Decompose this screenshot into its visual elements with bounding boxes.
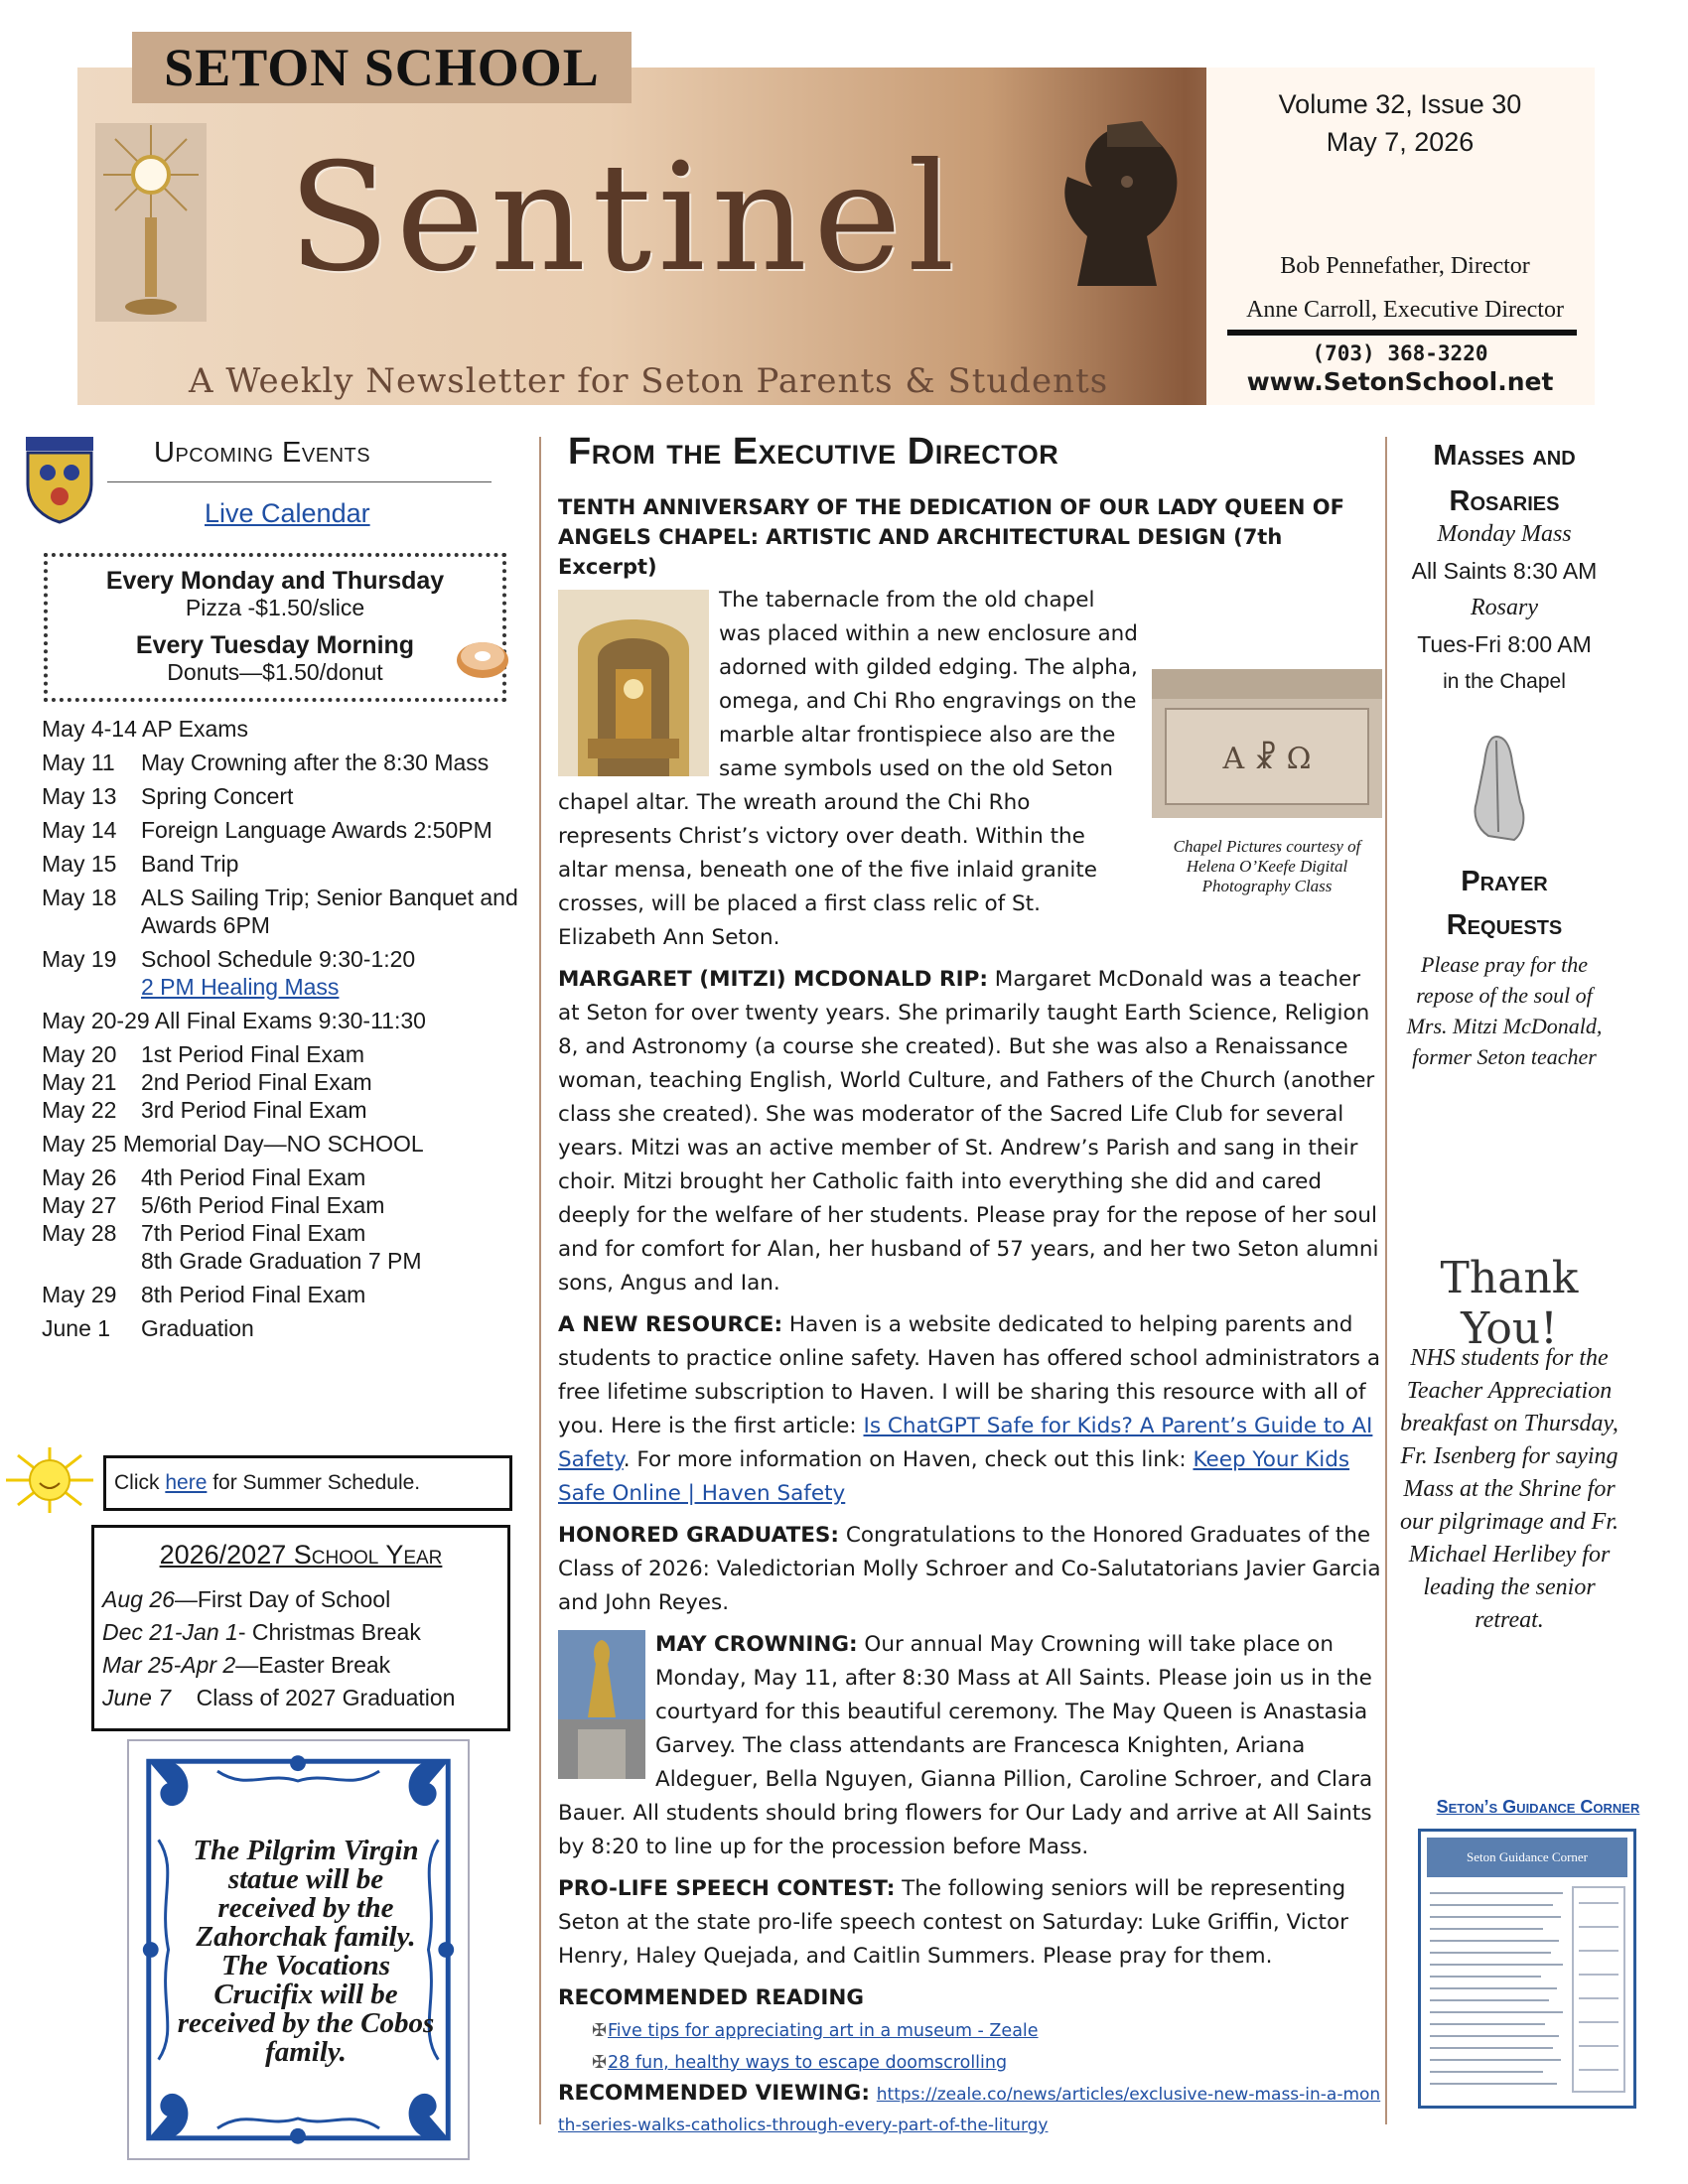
event-item [42,1068,528,1096]
praying-hands-icon [1455,733,1539,842]
tabernacle-photo [558,590,709,776]
prayer-heading-line: Requests [1446,909,1563,941]
reading-item [592,2015,1382,2047]
guidance-corner-thumbnail[interactable] [1418,1829,1636,2109]
event-date: May 22 [42,1097,117,1123]
event-item [42,884,528,939]
cross-bullet-icon: ✠ [592,2052,608,2073]
guidance-thumbnail-lines [1424,1883,1630,2102]
event-item [42,1040,528,1068]
prayer-requests-heading [1400,860,1609,947]
event-text: 1st Period Final Exam [141,1041,364,1067]
event-date: May 20-29 All Final Exams 9:30-11:30 [42,1008,426,1033]
resource-text: Haven is a website dedicated to helping parents and students to practice online safety. Haven has offered school administrators a free lifetime subscription to Haven. I will be sharing this resource with all of you. Here is the first article: [558,1312,1381,1438]
resource-heading: A NEW RESOURCE: [558,1312,783,1337]
altar-frontispiece-photo [1152,669,1382,818]
reading-link-art[interactable]: Five tips for appreciating art in a museum - Zeale [608,2021,1039,2041]
school-year-title: 2026/2027 School Year [159,1540,443,1570]
sun-icon [0,1445,99,1515]
event-item [42,749,528,776]
thank-you-text: NHS students for the Teacher Appreciation breakfast on Thursday, Fr. Isenberg for saying Mass at the Shrine for our pilgrimage and Fr. Michael Herlibey for leading the senior retreat. [1399,1345,1618,1633]
reading-link-doomscrolling[interactable]: 28 fun, healthy ways to escape doomscrolling [608,2053,1008,2073]
column-divider [1385,437,1387,2124]
event-date: May 19 [42,946,117,972]
mcdonald-heading: MARGARET (MITZI) MCDONALD RIP: [558,967,988,992]
live-calendar-link[interactable]: Live Calendar [205,498,370,528]
event-item [42,715,528,743]
masses-heading-line: Masses and [1433,440,1576,472]
cross-bullet-icon: ✠ [592,2020,608,2041]
all-saints-time: All Saints 8:30 AM [1411,558,1598,584]
event-item [42,1007,528,1034]
event-date: May 27 [42,1192,117,1218]
event-text: 8th Period Final Exam [141,1282,366,1307]
event-date: May 26 [42,1164,117,1190]
resource-paragraph [558,1308,1382,1511]
event-item [42,1163,528,1191]
event-item [42,782,528,810]
summer-text-before: Click [114,1471,166,1494]
recurring-monday-thursday: Every Monday and Thursday [105,567,445,595]
event-item [42,850,528,878]
knight-silhouette-image [1048,117,1196,296]
event-text: Spring Concert [141,783,294,809]
mcdonald-text: Margaret McDonald was a teacher at Seton for over twenty years. She primarily taught Earth Science, Religion 8, and Astronomy (a course she created). But she was also a Renaissance woman, teaching English, World Culture, and Fathers of the Church (another class she created). She was moderator of the Sacred Life Club for several years. Mitzi was an active member of St. Andrew’s Parish and sang in their choir. Mitzi brought her Catholic faith into everything she did and cared deeply for the welfare of her students. Please pray for the repose of her soul and for comfort for Alan, her husband of 57 years, and her two Seton alumni sons, Angus and Ian. [558,967,1379,1296]
event-date: May 11 [42,750,115,775]
graduates-paragraph [558,1519,1382,1620]
pizza-price: Pizza -$1.50/slice [185,595,365,620]
event-item [42,816,528,844]
reading-heading: RECOMMENDED READING [558,1985,865,2010]
school-year-line: June 7 Class of 2027 Graduation [102,1685,456,1710]
prolife-paragraph [558,1872,1382,1974]
prolife-heading: PRO-LIFE SPEECH CONTEST: [558,1876,896,1901]
website-link[interactable]: www.SetonSchool.net [1246,367,1554,396]
reading-list [592,2015,1382,2079]
prayer-request-text: Please pray for the repose of the soul of Mrs. Mitzi McDonald, former Seton teacher [1406,952,1603,1069]
event-text: 4th Period Final Exam [141,1164,366,1190]
donut-icon [455,636,510,680]
statue-photo [558,1630,645,1779]
events-list [42,715,528,1342]
guidance-corner-link[interactable]: Seton’s Guidance Corner [1436,1797,1640,1817]
school-year-box [91,1525,510,1731]
column-divider [539,437,541,2124]
prolife-text: The following seniors will be representing Seton at the state pro-life speech contest on Saturday: Luke Griffin, Victor Henry, Haley Quejada, and Caitlin Summers. Please pray for them. [558,1876,1348,1969]
event-date: May 14 [42,817,117,843]
director-name: Bob Pennefather, Director [1280,253,1530,279]
event-text: School Schedule 9:30-1:20 2 PM Healing Mass [141,946,416,1000]
summer-schedule-link[interactable]: here [165,1471,208,1494]
monstrance-image [95,123,207,322]
newsletter-title: Sentinel [288,132,961,305]
recurring-tuesday: Every Tuesday Morning [135,631,415,659]
rosary-place: in the Chapel [1443,670,1566,693]
school-year-line: Aug 26—First Day of School [102,1586,391,1612]
executive-director-heading: From the Executive Director [568,431,1059,473]
resource-text: . For more information on Haven, check out this link: [623,1447,1194,1472]
event-text: ALS Sailing Trip; Senior Banquet and Awards 6PM [141,885,518,938]
rosary-label: Rosary [1471,595,1538,620]
viewing-paragraph [558,2079,1382,2140]
school-year-dates [102,1583,455,1714]
event-date: May 28 [42,1220,117,1246]
thank-you-heading: Thank You! [1440,1253,1579,1354]
event-text: Band Trip [141,851,239,877]
event-item [42,1281,528,1308]
upcoming-events-heading: Upcoming Events [154,437,371,469]
event-date: May 13 [42,783,117,809]
masses-heading-line: Rosaries [1449,485,1560,517]
event-item [42,1130,528,1158]
event-item [42,945,528,1001]
event-date: May 20 [42,1041,117,1067]
executive-director-name: Anne Carroll, Executive Director [1246,297,1564,323]
event-item [42,1314,528,1342]
viewing-link[interactable]: https://zeale.co/news/articles/exclusive-new-mass-in-a-month-series-walks-catholics-through-every-part-of-the-liturgy [558,2085,1381,2135]
anniversary-heading: TENTH ANNIVERSARY OF THE DEDICATION OF OUR LADY QUEEN OF ANGELS CHAPEL: ARTISTIC AND ARCHITECTURAL DESIGN (7th Excerpt) [558,495,1344,579]
chatgpt-guide-link[interactable]: Is ChatGPT Safe for Kids? A Parent’s Guide to AI Safety [558,1414,1373,1472]
event-text: 7th Period Final Exam 8th Grade Graduation 7 PM [141,1220,422,1274]
event-date: May 4-14 AP Exams [42,716,248,742]
photo-caption: Chapel Pictures courtesy of Helena O’Keefe Digital Photography Class [1173,837,1361,895]
crowning-heading: MAY CROWNING: [655,1632,858,1657]
event-item [42,1219,528,1275]
event-text: Foreign Language Awards 2:50PM [141,817,492,843]
event-item [42,1096,528,1124]
prayer-heading-line: Prayer [1461,866,1548,897]
directors [1216,244,1594,332]
event-date: May 21 [42,1069,117,1095]
event-date: May 25 Memorial Day—NO SCHOOL [42,1131,424,1157]
event-text: May Crowning after the 8:30 Mass [141,750,490,775]
event-text: 2nd Period Final Exam [141,1069,372,1095]
school-name: SETON SCHOOL [132,32,632,103]
graduates-text: Congratulations to the Honored Graduates of the Class of 2026: Valedictorian Molly Schroer and Co-Salutatorians Javier Garcia and John Reyes. [558,1523,1381,1615]
school-year-line: Mar 25-Apr 2—Easter Break [102,1652,391,1678]
school-year-line: Dec 21-Jan 1- Christmas Break [102,1619,421,1645]
volume-issue: Volume 32, Issue 30 [1278,89,1522,119]
crowning-text: Our annual May Crowning will take place on Monday, May 11, after 8:30 Mass at All Saints. Please join us in the courtyard for this beautiful ceremony. The May Queen is Anastasia Garvey. The class attendants are Francesca Knighten, Ariana Aldeguer, Bella Nguyen, Gianna Pillion, Caroline Schroer, and Clara Bauer. All students should bring flowers for Our Lady and arrive at All Saints by 8:20 to line up for the procession before Mass. [558,1632,1373,1859]
event-date: May 29 [42,1282,117,1307]
event-text: Graduation [141,1315,254,1341]
executive-director-article [558,492,1382,2140]
donut-price: Donuts—$1.50/donut [167,659,383,685]
event-date: June 1 [42,1315,111,1341]
altar-symbols: A ☧ Ω [1222,742,1312,776]
event-date: May 18 [42,885,117,910]
haven-safety-link[interactable]: Keep Your Kids Safe Online | Haven Safety [558,1447,1350,1506]
mcdonald-paragraph [558,963,1382,1300]
crowning-paragraph [558,1628,1382,1864]
anniversary-text: The tabernacle from the old chapel was placed within a new enclosure and adorned with gilded edging. The alpha, omega, and Chi Rho engravings on the marble altar frontispiece also are the same symbols used on the old Seton chapel altar. The wreath around the Chi Rho represents Christ’s victory over death. Within the altar mensa, beneath one of the five inlaid granite crosses, will be placed a first class relic of St. Elizabeth Ann Seton. [558,588,1138,950]
school-crest-icon [24,435,95,524]
masses-rosaries-heading [1400,433,1609,524]
reading-item [592,2047,1382,2079]
healing-mass-link[interactable]: 2 PM Healing Mass [141,974,340,1000]
rosary-time: Tues-Fri 8:00 AM [1417,631,1592,657]
event-item [42,1191,528,1219]
event-text: 5/6th Period Final Exam [141,1192,385,1218]
mass-schedule [1400,516,1609,700]
graduates-heading: HONORED GRADUATES: [558,1523,840,1548]
event-text: 3rd Period Final Exam [141,1097,367,1123]
phone-number: (703) 368-3220 [1312,341,1488,365]
newsletter-tagline: A Weekly Newsletter for Seton Parents & Students [189,361,1109,401]
masthead-divider [1227,330,1577,336]
summer-text-after: for Summer Schedule. [207,1471,421,1494]
issue-date: May 7, 2026 [1326,127,1475,157]
altar-figure [1152,669,1382,896]
viewing-heading: RECOMMENDED VIEWING: [558,2081,870,2106]
pilgrim-statue-notice: The Pilgrim Virgin statue will be received by the Zahorchak family. The Vocations Crucifix will be received by the Cobos family. [177,1835,435,2068]
summer-schedule-box [103,1455,512,1511]
event-extra: 8th Grade Graduation 7 PM [141,1248,422,1274]
recurring-events-box [44,553,506,702]
issue-info [1231,85,1569,161]
heading-divider [107,481,492,482]
monday-mass-label: Monday Mass [1437,521,1572,547]
event-date: May 15 [42,851,117,877]
guidance-thumbnail-title: Seton Guidance Corner [1427,1838,1627,1877]
